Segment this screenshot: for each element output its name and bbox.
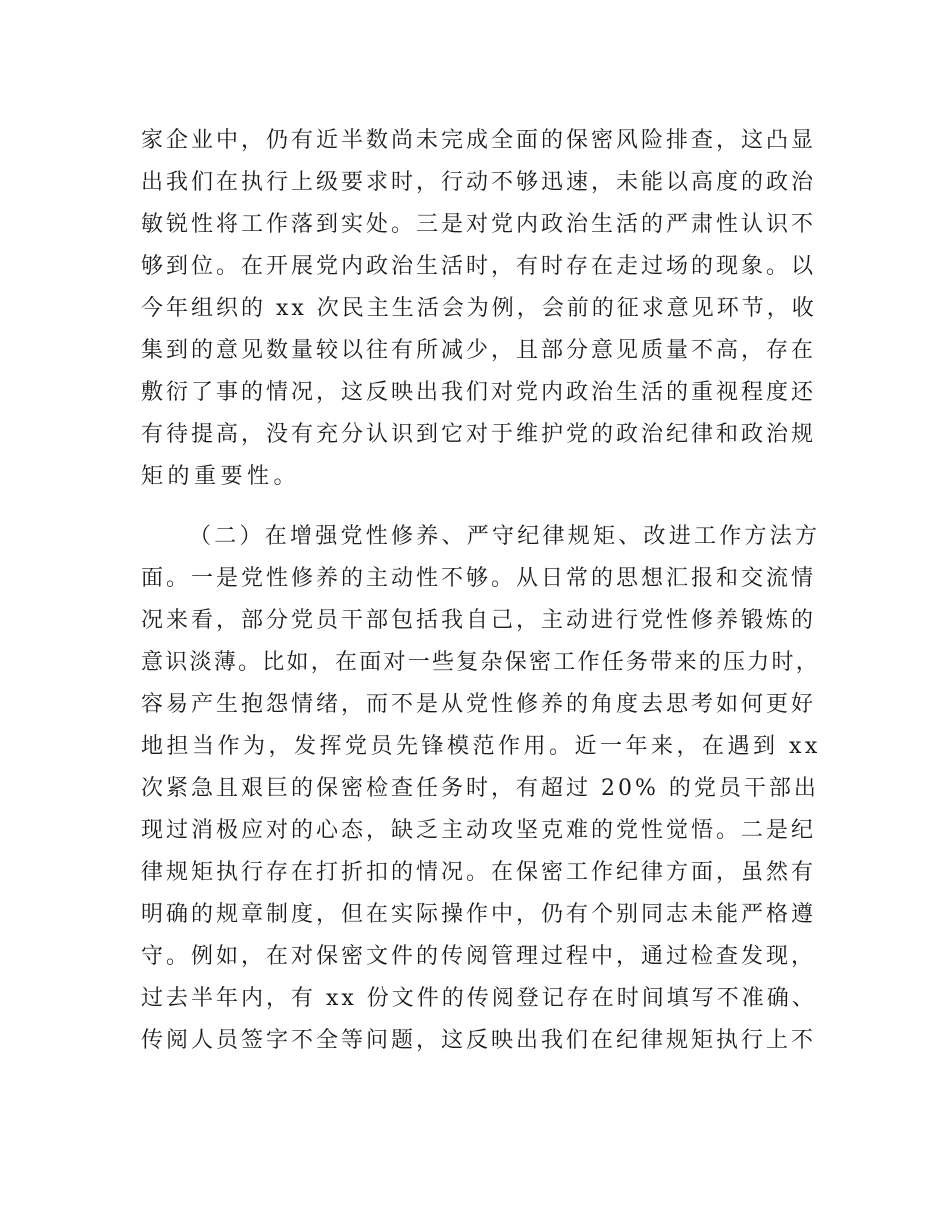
paragraph-1-line-5: 今年组织的 xx 次民主生活会为例，会前的征求意见环节，收 — [141, 296, 817, 321]
paragraph-1-line-7: 敷衍了事的情况，这反映出我们对党内政治生活的重视程度还 — [141, 380, 817, 405]
paragraph-2-line-8: 现过消极应对的心态，缺乏主动攻坚克难的党性觉悟。二是纪 — [141, 818, 817, 843]
paragraph-2-line-9: 律规矩执行存在打折扣的情况。在保密工作纪律方面，虽然有 — [141, 860, 817, 885]
paragraph-2-line-6: 地担当作为，发挥党员先锋模范作用。近一年来，在遇到 xx — [141, 734, 821, 759]
paragraph-2-line-1: （二）在增强党性修养、严守纪律规矩、改进工作方法方 — [189, 524, 821, 549]
paragraph-2-line-11: 守。例如，在对保密文件的传阅管理过程中，通过检查发现， — [141, 944, 817, 969]
paragraph-2-line-5: 容易产生抱怨情绪，而不是从党性修养的角度去思考如何更好 — [141, 692, 817, 717]
paragraph-2-line-13: 传阅人员签字不全等问题，这反映出我们在纪律规矩执行上不 — [141, 1028, 817, 1053]
paragraph-2-line-10: 明确的规章制度，但在实际操作中，仍有个别同志未能严格遵 — [141, 902, 817, 927]
paragraph-1-line-4: 够到位。在开展党内政治生活时，有时存在走过场的现象。以 — [141, 254, 817, 279]
paragraph-1-line-9: 矩的重要性。 — [141, 464, 301, 489]
paragraph-2-line-7: 次紧急且艰巨的保密检查任务时，有超过 20% 的党员干部出 — [141, 776, 819, 801]
paragraph-2-line-3: 况来看，部分党员干部包括我自己，主动进行党性修养锻炼的 — [141, 608, 817, 633]
paragraph-2-line-12: 过去半年内，有 xx 份文件的传阅登记存在时间填写不准确、 — [141, 986, 817, 1011]
paragraph-1-line-1: 家企业中，仍有近半数尚未完成全面的保密风险排查，这凸显 — [141, 128, 817, 153]
paragraph-1-line-8: 有待提高，没有充分认识到它对于维护党的政治纪律和政治规 — [141, 422, 817, 447]
paragraph-2-line-4: 意识淡薄。比如，在面对一些复杂保密工作任务带来的压力时， — [141, 650, 821, 675]
paragraph-1-line-6: 集到的意见数量较以往有所减少，且部分意见质量不高，存在 — [141, 338, 817, 363]
paragraph-2-line-2: 面。一是党性修养的主动性不够。从日常的思想汇报和交流情 — [141, 566, 817, 591]
paragraph-1-line-3: 敏锐性将工作落到实处。三是对党内政治生活的严肃性认识不 — [141, 212, 817, 237]
paragraph-1-line-2: 出我们在执行上级要求时，行动不够迅速，未能以高度的政治 — [141, 170, 817, 195]
